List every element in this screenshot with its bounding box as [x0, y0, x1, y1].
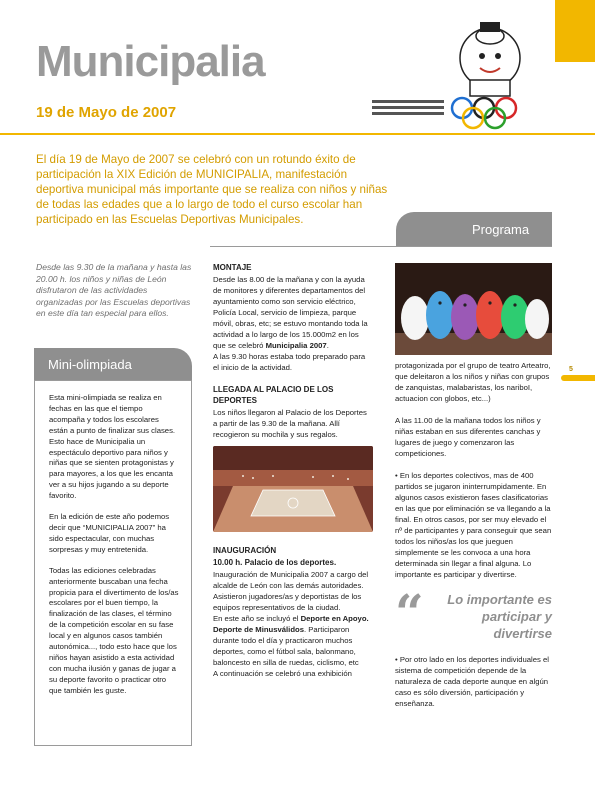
page-title: Municipalia	[36, 37, 265, 86]
sidebar-title-tab	[34, 348, 192, 380]
inauguracion-paragraph-1: Inauguración de Municipalia 2007 a cargo del alcalde de León con las demás autoridades.	[213, 570, 369, 590]
quote-mark-icon: “	[395, 583, 424, 642]
accent-tab	[555, 0, 595, 62]
lead-paragraph: El día 19 de Mayo de 2007 se celebró con un rotundo éxito de participación la XIX Edición de MUNICIPALIA, manifestación deportiva municipal más importante que se realiza con niños y niñas de todas las edades que a lo largo de todo el curso escolar han participado en las Escuelas Deportivas Municipales.	[36, 153, 388, 226]
decorative-stripes	[372, 100, 444, 118]
sidebar-paragraph: Todas las ediciones celebradas anteriormente buscaban una fecha propicia para el divertimento de los/as escolares por el buen tiempo, la finalización de las clases, el término de la competición escolar en su fase local y en algunos casos también autonómica..., todo esto hace que los niños hayan asistido a esta actividad con mucha ilusión y ganas de jugar a su deporte favorito o practicar otro que también les guste.	[49, 565, 179, 695]
montaje-paragraph: Desde las 8.00 de la mañana y con la ayuda de monitores y diferentes departamentos del ayuntamiento como son servicio eléctrico, Policía Local, servicio de limpieza, parque móvil, obras, etc; se estuvo montando toda la actividad a lo largo de los 15.000m2 en los que se celebró Municipalia 2007.	[213, 275, 368, 350]
pull-quote	[395, 583, 552, 642]
section-tab-programa	[396, 212, 552, 246]
heading-inauguracion: INAUGURACIÓN	[213, 546, 277, 555]
inauguracion-paragraph-4: A continuación se celebró una exhibición	[213, 669, 352, 678]
issue-date: 19 de Mayo de 2007	[36, 104, 177, 121]
stadium-photo	[213, 446, 373, 532]
montaje-paragraph-2: A las 9.30 horas estaba todo preparado para el inicio de la actividad.	[213, 352, 366, 372]
section-rule	[210, 246, 552, 247]
pull-quote-text: Lo importante es participar y divertirse	[447, 592, 552, 641]
inauguracion-paragraph-2: Asistieron jugadores/as y deportistas de los equipos representativos de la ciudad.	[213, 592, 362, 612]
sidebar-title: Mini-olimpiada	[48, 357, 132, 372]
right-paragraph: A las 11.00 de la mañana todos los niños y niñas estaban en sus diferentes canchas y lugares de juego y comenzaron las competiciones.	[395, 416, 541, 458]
sidebar-paragraph: En la edición de este año podemos decir que “MUNICIPALIA 2007” ha sido espectacular, con muchas sorpresas y muy entretenida.	[49, 512, 170, 554]
theatre-photo	[395, 263, 552, 355]
sidebar-paragraph: Esta mini-olimpiada se realiza en fechas en las que el tiempo acompaña y todos los escolares están a punto de finalizar sus clases. Esto hace de Municipalia un espectáculo deportivo para niños y niñas que se sienten protagonistas y para mayores, a los que les encanta ver a su hijos jugando a su deporte favorito.	[49, 393, 176, 501]
inauguracion-paragraph-3: En este año se incluyó el Deporte en Apoyo. Deporte de Minusválidos. Participaron durante todo el día y practicaron muchos deportes, como el fútbol sala, balonmano, baloncesto en silla de ruedas, ciclismo, etc	[213, 614, 369, 667]
section-title: Programa	[472, 222, 530, 237]
page-number-tab	[561, 366, 595, 382]
middle-column	[213, 262, 373, 679]
final-paragraph: • Por otro lado en los deportes individuales el sistema de competición depende de la naturaleza de cada deporte aunque en algún caso es sólo diversión, participación y enseñanza.	[395, 655, 549, 708]
right-paragraph: protagonizada por el grupo de teatro Arteatro, que deleitaron a los niños y niñas con grupos de zanquistas, malabaristas, los nariboI, actuacion con globos, etc...)	[395, 361, 551, 403]
heading-llegada: LLEGADA AL PALACIO DE LOS DEPORTES	[213, 385, 334, 405]
subheading-inauguracion: 10.00 h. Palacio de los deportes.	[213, 558, 337, 567]
mascot-logo	[440, 18, 540, 130]
heading-montaje: MONTAJE	[213, 263, 252, 272]
right-paragraph: • En los deportes colectivos, mas de 400 partidos se jugaron ininterrumpidamente. En algunos casos existieron fases clasificatorias en las que por eliminación se va llegando a la final. En otros casos, por ser muy elevado el nº de participantes y para conseguir que sean todos los niños/as los que jueguen simplemente se les convoca a una hora determinada sin llegar a final alguna. Lo importante es participar y divertirse.	[395, 471, 552, 579]
llegada-paragraph: Los niños llegaron al Palacio de los Deportes a partir de las 9.30 de la mañana. Allí recogieron su mochila y sus regalos.	[213, 408, 367, 439]
page-number: 5	[569, 366, 573, 373]
right-column	[395, 360, 552, 720]
sidebar-box	[34, 380, 192, 746]
header-rule	[0, 133, 595, 135]
intro-text: Desde las 9.30 de la mañana y hasta las 20.00 h. los niños y niñas de León disfrutaron de las actividades organizadas por las Escuelas deportivas en este día tan especial para ellos.	[36, 262, 192, 318]
